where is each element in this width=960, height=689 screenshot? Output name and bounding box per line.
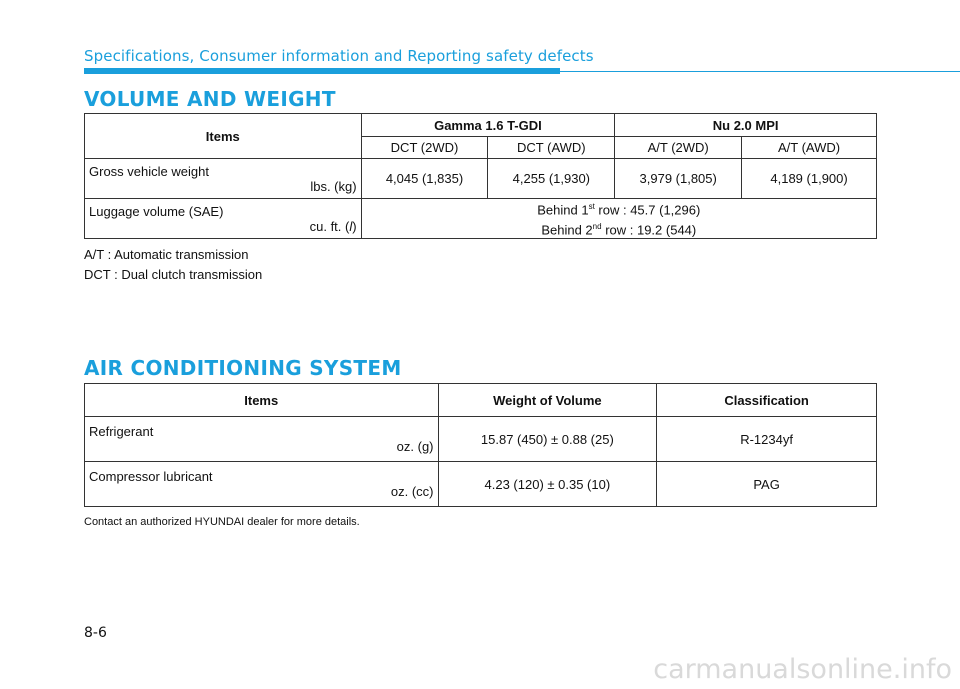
- air-conditioning-table: [84, 383, 877, 507]
- air-conditioning-heading: AIR CONDITIONING SYSTEM: [84, 356, 402, 380]
- refrigerant-label: Refrigerant: [89, 424, 154, 439]
- subcol-at-2wd: A/T (2WD): [615, 137, 742, 159]
- gross-weight-value: 4,255 (1,930): [488, 159, 615, 199]
- ac-header-classification: Classification: [657, 384, 877, 417]
- luggage-label-cell: [85, 199, 362, 239]
- lubricant-unit: oz. (cc): [390, 484, 434, 499]
- page-number: 8-6: [84, 625, 107, 641]
- luggage-row1: Behind 1st row : 45.7 (1,296): [537, 202, 701, 218]
- gross-weight-value: 4,189 (1,900): [742, 159, 877, 199]
- lubricant-label-cell: [85, 462, 439, 507]
- subcol-dct-2wd: DCT (2WD): [361, 137, 488, 159]
- luggage-value: [361, 199, 876, 239]
- engine-header-nu: Nu 2.0 MPI: [615, 114, 877, 137]
- refrigerant-label-cell: [85, 417, 439, 462]
- dealer-note: Contact an authorized HYUNDAI dealer for more details.: [84, 516, 360, 528]
- watermark: carmanualsonline.info: [653, 654, 952, 685]
- refrigerant-unit: oz. (g): [396, 439, 434, 454]
- header-title: Specifications, Consumer information and Reporting safety defects: [84, 47, 594, 65]
- header-line: [560, 71, 960, 72]
- gross-weight-label-cell: [85, 159, 362, 199]
- lubricant-weight: 4.23 (120) ± 0.35 (10): [438, 462, 657, 507]
- subcol-dct-awd: DCT (AWD): [488, 137, 615, 159]
- gross-weight-value: 4,045 (1,835): [361, 159, 488, 199]
- note-dct: DCT : Dual clutch transmission: [84, 267, 263, 282]
- gross-weight-label: Gross vehicle weight: [89, 163, 209, 179]
- ac-header-weight: Weight of Volume: [438, 384, 657, 417]
- luggage-row2: Behind 2nd row : 19.2 (544): [541, 221, 697, 237]
- subcol-at-awd: A/T (AWD): [742, 137, 877, 159]
- luggage-unit: cu. ft. (l): [309, 218, 357, 234]
- gross-weight-value: 3,979 (1,805): [615, 159, 742, 199]
- header-bar: [84, 68, 560, 74]
- gross-weight-unit: lbs. (kg): [310, 178, 357, 194]
- volume-weight-heading: VOLUME AND WEIGHT: [84, 87, 336, 111]
- note-at: A/T : Automatic transmission: [84, 247, 249, 262]
- engine-header-gamma: Gamma 1.6 T-GDI: [361, 114, 615, 137]
- lubricant-classification: PAG: [657, 462, 877, 507]
- ac-header-items: Items: [85, 384, 439, 417]
- volume-weight-table: [84, 113, 877, 239]
- lubricant-label: Compressor lubricant: [89, 469, 213, 484]
- items-header: Items: [85, 114, 362, 159]
- luggage-label: Luggage volume (SAE): [89, 203, 224, 219]
- refrigerant-weight: 15.87 (450) ± 0.88 (25): [438, 417, 657, 462]
- refrigerant-classification: R-1234yf: [657, 417, 877, 462]
